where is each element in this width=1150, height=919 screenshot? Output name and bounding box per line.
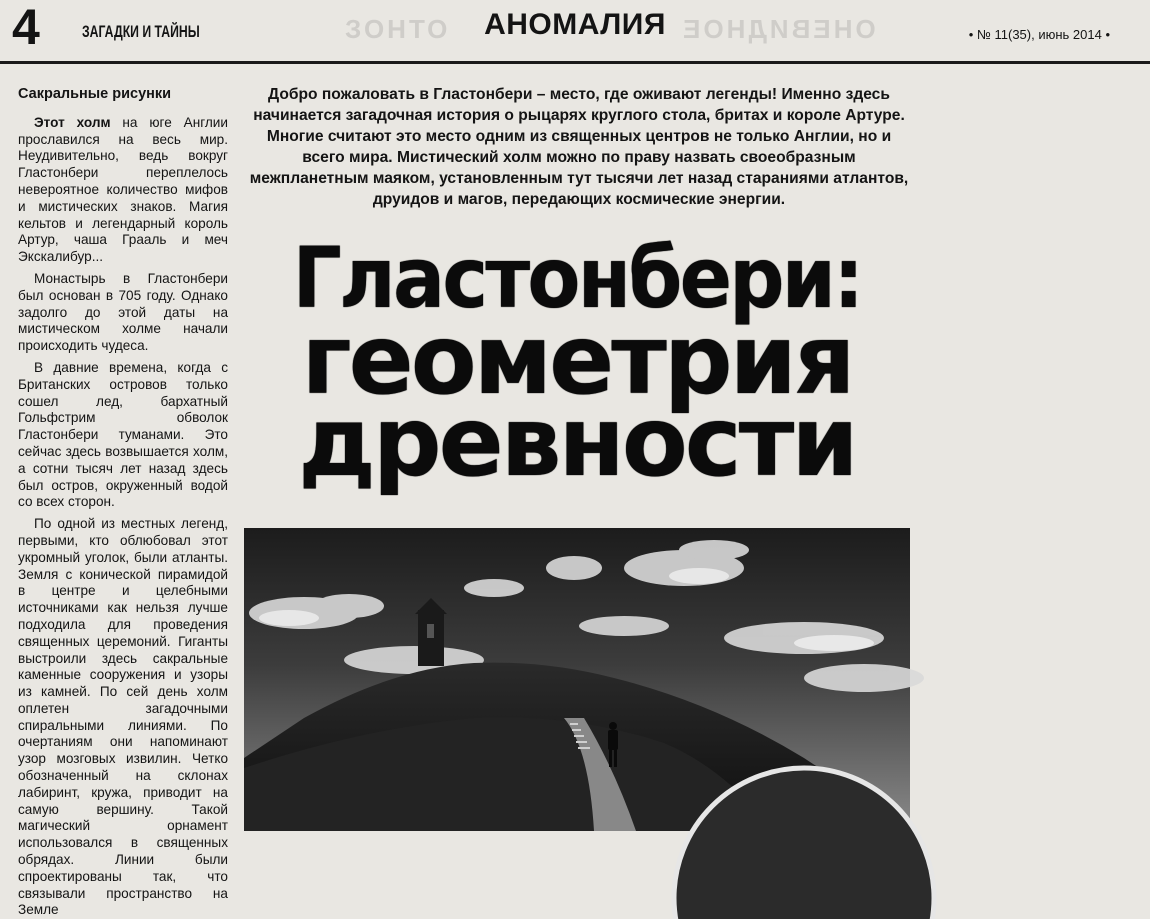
article-headline [242,229,912,498]
rubric-title: АНОМАЛИЯ [484,8,666,41]
headline-line: геометрия [301,304,853,416]
header-rule [0,61,1150,64]
headline-line: Гластонбери: [292,229,862,327]
section-name: ЗАГАДКИ И ТАЙНЫ [82,22,200,41]
paragraph: По одной из местных легенд, первыми, кто облюбовал этот укромный уголок, были атланты. Земля с конической пирамидой в центре и целебными источниками как нельзя лучше подходила для проведения священных церемоний. Гиганты выстроили здесь сакральные каменные сооружения и узоры из камней. По сей день холм оплетен загадочными спиральными линиями. По очертаниям они напоминают узор мозговых извилин. Четко обозначенный на склонах лабиринт, кружа, приводит на самую вершину. Такой магический орнамент использовался в священных обрядах. Линии были спроектированы так, что связывали пространство на Земле [18,516,228,918]
issue-info: • № 11(35), июнь 2014 • [968,27,1110,42]
show-through-text: ОНЕВИДНОЕ [680,14,876,44]
article-lead: Добро пожаловать в Гластонбери – место, где оживают легенды! Именно здесь начинается загадочная история о рыцарях круглого стола, бритах и короле Артуре. Многие считают это место одним из священных центров не только Англии, но и всего мира. Мистический холм можно по праву назвать своеобразным межпланетным маяком, установленным тут тысячи лет назад стараниями атлантов, друидов и магов, передающих космические энергии. [249,86,909,208]
paragraph: Монастырь в Гластонбери был основан в 705 году. Однако задолго до этой даты на мистическом холме начали происходить чудеса. [18,270,228,354]
lead-in: Этот холм [34,114,111,130]
show-through-text: ЗОНТО [345,14,451,44]
glastonbury-tor-photo [244,528,910,831]
left-column [18,86,228,918]
page-header [0,0,1150,62]
issue-number: № 11(35), июнь 2014 [976,27,1102,42]
subhead-sacred-drawings: Сакральные рисунки [18,86,172,102]
paragraph: В давние времена, когда с Британских островов только сошел лед, бархатный Гольфстрим обволок Гластонбери туманами. Это сейчас здесь возвышается холм, а сотни тысяч лет назад здесь был остров, окруженный водой со всех сторон. [18,359,228,510]
paragraph: Этот холм на юге Англии прославился на весь мир. Неудивительно, ведь вокруг Гластонбери переплелось невероятное количество мифов и мистических знаков. Магия кельтов и легендарный король Артур, чаша Грааль и меч Экскалибур... [18,114,228,265]
page-number: 4 [12,0,38,55]
headline-line: древности [298,386,856,498]
